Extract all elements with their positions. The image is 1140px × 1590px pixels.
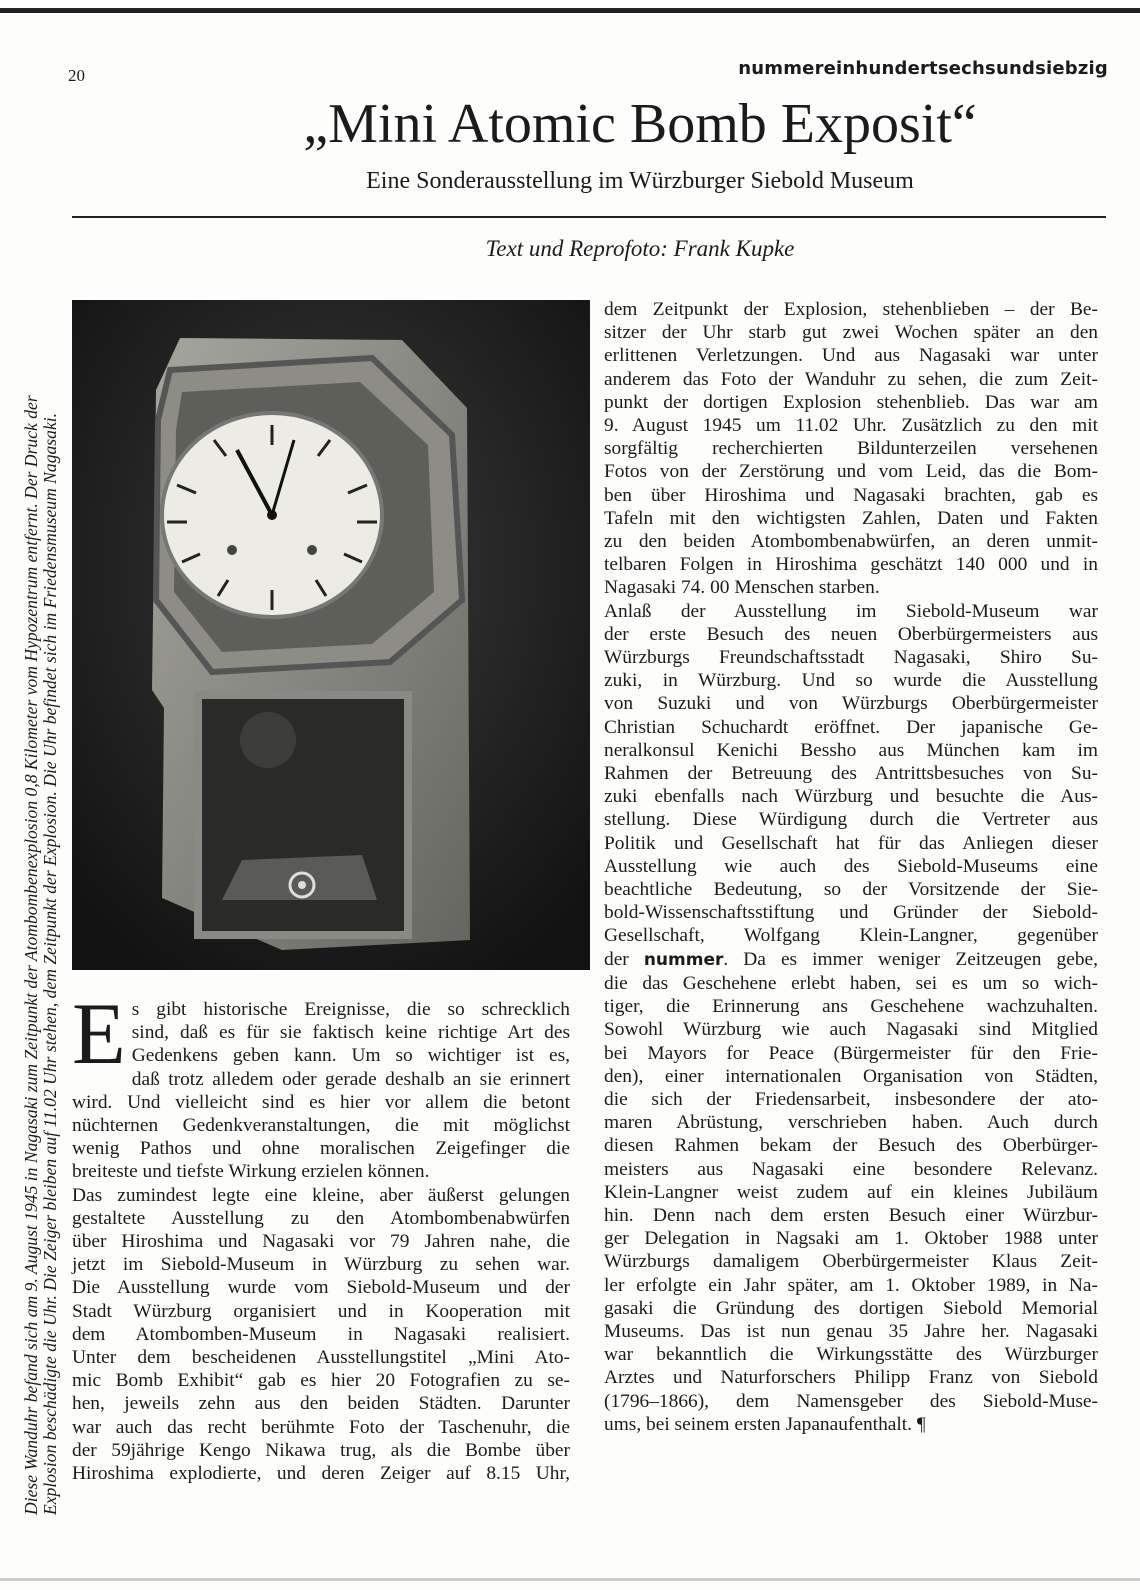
text-line: sorgfältig recherchierten Bildunterzeilen versehenen <box>604 438 1098 460</box>
title-rule <box>72 216 1106 218</box>
left-column <box>72 986 570 1485</box>
text-line: bold-Wissenschaftsstiftung und Gründer der Siebold- <box>604 902 1098 924</box>
text-line: von Suzuki und von Würzburgs Oberbürgermeister <box>604 693 1098 715</box>
text-line: Würzburgs damaligem Oberbürgermeister Klaus Zeit- <box>604 1251 1098 1273</box>
text-line: wenig Pathos und ohne moralischen Zeigefinger die <box>72 1138 570 1160</box>
text-line: Fotos von der Zerstörung und vom Leid, das die Bom- <box>604 461 1098 483</box>
text-line: gasaki die Gründung des dortigen Siebold Memorial <box>604 1297 1098 1319</box>
text-line: bei Mayors for Peace (Bürgermeister für den Frie- <box>604 1042 1098 1064</box>
text-line: erlittenen Verletzungen. Und aus Nagasaki war unter <box>604 345 1098 367</box>
text-line: Tafeln mit den wichtigsten Zahlen, Daten und Fakten <box>604 507 1098 529</box>
text-line: zu den beiden Atombombenabwürfen, an deren unmit- <box>604 531 1098 553</box>
clock-photo <box>72 300 590 970</box>
text-line: Stadt Würzburg organisiert und in Kooperation mit <box>72 1300 570 1322</box>
text-line: nüchternen Gedenkveranstaltungen, die mit möglichst <box>72 1115 570 1137</box>
text-line: breiteste und tiefste Wirkung erzielen können. <box>72 1161 430 1183</box>
text-line: hen, jeweils zehn aus den beiden Städten. Darunter <box>72 1393 570 1415</box>
text-line: gestaltete Ausstellung zu den Atombombenabwürfen <box>72 1207 570 1229</box>
caption-line-2: Explosion beschädigte die Uhr. Die Zeiger bleiben auf 11.02 Uhr stehen, dem Zeitpunkt der Explosion. Die Uhr befindet sich im Friedensmuseum Nagasaki. <box>40 412 60 1515</box>
text-line: Christian Schuchardt eröffnet. Der japanische Ge- <box>604 716 1098 738</box>
paragraph-clocks <box>604 298 1098 600</box>
text-line: den), einer internationalen Organisation von Städten, <box>604 1065 1098 1087</box>
text-line: Klein-Langner weist zudem auf ein kleines Jubiläum <box>604 1181 1098 1203</box>
text-line: punkt der dortigen Explosion stehenblieb. Das war am <box>604 391 1098 413</box>
text-line: telbaren Folgen in Hiroshima geschätzt 140 000 und in <box>604 554 1098 576</box>
text-line: Anlaß der Ausstellung im Siebold-Museum war <box>604 600 1098 622</box>
nummer-pre: der <box>604 948 644 970</box>
text-line: wird. Und vielleicht sind es hier vor allem die betont <box>72 1091 570 1113</box>
issue-label: nummereinhundertsechsundsiebzig <box>738 58 1108 79</box>
caption-line-1: Diese Wanduhr befand sich am 9. August 1945 in Nagasaki zum Zeitpunkt der Atombombenexplosion 0,8 Kilometer vom Hypozentrum entfernt. Der Druck der <box>21 395 41 1515</box>
text-line: Rahmen der Betreuung des Antrittsbesuches von Su- <box>604 763 1098 785</box>
photo-caption <box>22 215 60 1515</box>
text-line: beachtliche Bedeutung, so der Vorsitzende der Sie- <box>604 879 1098 901</box>
text-line: daß trotz alledem oder gerade deshalb an sie erinnert <box>131 1068 570 1090</box>
text-line: maren Abrüstung, verschrieben haben. Auch durch <box>604 1112 1098 1134</box>
nummer-post: . Da es immer weniger Zeitzeugen gebe, <box>723 948 1098 970</box>
text-line: ben über Hiroshima und Nagasaki brachten, gab es <box>604 484 1098 506</box>
text-line: Ausstellung wie auch des Siebold-Museums eine <box>604 855 1098 877</box>
text-line: Nagasaki 74. 00 Menschen starben. <box>604 577 880 599</box>
text-line: neralkonsul Kenichi Bessho aus München kam im <box>604 739 1098 761</box>
text-line: Museums. Das ist nun genau 35 Jahre her. Nagasaki <box>604 1320 1098 1342</box>
text-line: der erste Besuch des neuen Oberbürgermeisters aus <box>604 623 1098 645</box>
text-line: war auch das recht berühmte Foto der Taschenuhr, die <box>72 1416 570 1438</box>
text-line: Die Ausstellung wurde vom Siebold-Museum und der <box>72 1277 570 1299</box>
text-line: über Hiroshima und Nagasaki vor 79 Jahren nahe, die <box>72 1231 570 1253</box>
text-line: Das zumindest legte eine kleine, aber äußerst gelungen <box>72 1184 570 1206</box>
text-line: dem Atombomben-Museum in Nagasaki realisiert. <box>72 1323 570 1345</box>
text-line: meisters aus Nagasaki eine besondere Relevanz. <box>604 1158 1098 1180</box>
text-line-nummer <box>604 948 1098 972</box>
text-line: zuki ebenfalls nach Würzburg und besuchte die Aus- <box>604 786 1098 808</box>
right-column <box>604 298 1098 1436</box>
text-line: jetzt im Siebold-Museum in Würzburg zu sehen war. <box>72 1254 570 1276</box>
text-line: Arztes und Naturforschers Philipp Franz von Siebold <box>604 1367 1098 1389</box>
text-line: Gesellschaft, Wolfgang Klein-Langner, gegenüber <box>604 925 1098 947</box>
text-line: die das Geschehene erlebt haben, sei es um so wich- <box>604 972 1098 994</box>
article-subtitle: Eine Sonderausstellung im Würzburger Siebold Museum <box>366 168 914 194</box>
text-line: die sich der Friedensarbeit, insbesondere der ato- <box>604 1088 1098 1110</box>
text-line: tiger, die Erinnerung ans Geschehene wachzuhalten. <box>604 996 1098 1018</box>
bottom-rule <box>0 1578 1140 1581</box>
text-line: anderem das Foto der Wanduhr zu sehen, die zum Zeit- <box>604 368 1098 390</box>
top-rule <box>0 8 1140 13</box>
article-title: „Mini Atomic Bomb Exposit“ <box>303 93 977 155</box>
text-line: ler erfolgte ein Jahr später, am 1. Oktober 1989, in Na- <box>604 1274 1098 1296</box>
text-line: Unter dem bescheidenen Ausstellungstitel „Mini Ato- <box>72 1347 570 1369</box>
byline: Text und Reprofoto: Frank Kupke <box>485 236 795 261</box>
text-line: Gedenkens geben kann. Um so wichtiger ist es, <box>131 1045 570 1067</box>
text-line: 9. August 1945 um 11.02 Uhr. Zusätzlich zu den mit <box>604 415 1098 437</box>
text-line: Sowohl Würzburg wie auch Nagasaki sind Mitglied <box>604 1019 1098 1041</box>
paragraph-intro <box>72 986 570 1184</box>
text-line: stellung. Diese Würdigung durch die Vertreter aus <box>604 809 1098 831</box>
text-line: (1796–1866), dem Namensgeber des Siebold-Muse- <box>604 1390 1098 1412</box>
paragraph-exhibition <box>72 1184 570 1486</box>
drop-cap: E <box>72 986 126 1083</box>
nummer-brand: nummer <box>643 949 724 970</box>
text-line: Würzburgs Freundschaftsstadt Nagasaki, Shiro Su- <box>604 647 1098 669</box>
text-line: Hiroshima explodierte, und deren Zeiger auf 8.15 Uhr, <box>72 1463 570 1485</box>
text-line: ums, bei seinem ersten Japanaufenthalt. ¶ <box>604 1413 926 1435</box>
page-number: 20 <box>68 66 85 85</box>
text-line: ger Delegation in Nagsaki am 1. Oktober 1988 unter <box>604 1228 1098 1250</box>
text-line: sitzer der Uhr starb gut zwei Wochen später an den <box>604 322 1098 344</box>
text-line: diesen Rahmen bekam der Besuch des Oberbürger- <box>604 1135 1098 1157</box>
text-line: mic Bomb Exhibit“ gab es hier 20 Fotografien zu se- <box>72 1370 570 1392</box>
text-line: sind, daß es für sie faktisch keine richtige Art des <box>131 1022 570 1044</box>
text-line: zuki, in Würzburg. Und so wurde die Ausstellung <box>604 670 1098 692</box>
text-line: s gibt historische Ereignisse, die so schrecklich <box>131 999 570 1020</box>
text-line: war bekanntlich die Wirkungsstätte des Würzburger <box>604 1344 1098 1366</box>
text-line: Politik und Gesellschaft hat für das Anliegen dieser <box>604 832 1098 854</box>
text-line: dem Zeitpunkt der Explosion, stehenblieben – der Be- <box>604 299 1098 320</box>
paragraph-visit <box>604 600 1098 1436</box>
text-line: der 59jährige Kengo Nikawa trug, als die Bombe über <box>72 1439 570 1461</box>
text-line: hin. Denn nach dem ersten Besuch einer Würzbur- <box>604 1204 1098 1226</box>
wall-clock-illustration <box>72 300 590 970</box>
